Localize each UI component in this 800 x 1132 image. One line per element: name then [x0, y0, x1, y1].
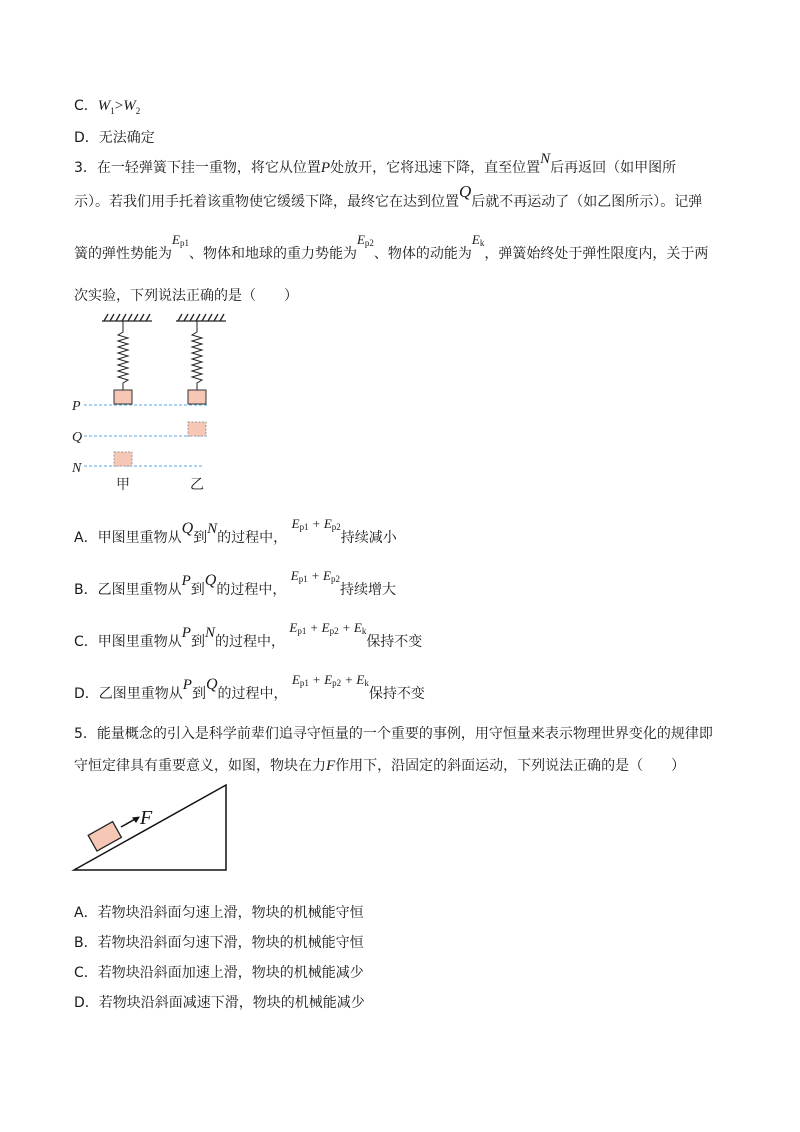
q3-stem-line3: 簧的弹性势能为$E_{p1}$、物体和地球的重力势能为$E_{p2}$、物体的动能为$E_k$，弹簧始终处于弹性限度内，关于两: [74, 232, 709, 262]
incline-figure: [70, 782, 240, 874]
block-left-N: [114, 452, 132, 466]
option-d-prev: D．无法确定: [74, 130, 155, 146]
q5-stem-line1: 5．能量概念的引入是科学前辈们追寻守恒量的一个重要的事例，用守恒量来表示物理世界变化的规律即: [74, 726, 713, 742]
q3-stem-line2: 示）。若我们用手托着该重物使它缓缓下降，最终它在达到位置Q后就不再运动了（如乙图所示）。记弹: [74, 182, 703, 210]
ceiling-left: [102, 314, 152, 321]
q3-option-c[interactable]: C．甲图里重物从P到N的过程中， $E_{p1} + E_{p2} + E_k$保持不变: [74, 620, 423, 650]
q3-option-b[interactable]: B．乙图里重物从P到Q的过程中， $E_{p1} + E_{p2}$持续增大: [74, 568, 396, 598]
ep1-symbol: $E_{p1}$: [172, 232, 189, 248]
ek-symbol: $E_k$: [471, 232, 485, 248]
label-jia: 甲: [116, 477, 130, 493]
label-F: F: [140, 807, 153, 829]
q3-stem-line1: 3．在一轻弹簧下挂一重物，将它从位置P处放开，它将迅速下降，直至位置N后再返回（如甲图所: [74, 151, 677, 176]
label-N: N: [72, 461, 82, 476]
q3-option-a[interactable]: A．甲图里重物从Q到N的过程中， $E_{p1} + E_{p2}$持续减小: [74, 516, 397, 546]
block-right-Q: [188, 422, 206, 436]
spring-figure: [68, 308, 238, 498]
ep2-symbol: $E_{p2}$: [356, 232, 374, 248]
label-yi: 乙: [190, 477, 204, 493]
expr-c: $E_{p1} + E_{p2} + E_k$: [289, 620, 367, 636]
q3-stem-line4: 次实验，下列说法正确的是（ ）: [74, 288, 298, 304]
block-right-P: [188, 390, 206, 404]
q5-option-d[interactable]: D．若物块沿斜面减速下滑，物块的机械能减少: [74, 995, 365, 1011]
label-P: P: [72, 399, 81, 414]
ceiling-right: [176, 314, 226, 321]
q5-option-a[interactable]: A．若物块沿斜面匀速上滑，物块的机械能守恒: [74, 905, 364, 921]
expr-d: $E_{p1} + E_{p2} + E_k$: [291, 672, 369, 688]
spring-left: [118, 321, 128, 390]
expr-a: $E_{p1} + E_{p2}$: [291, 516, 341, 532]
q5-stem-line2: 守恒定律具有重要意义，如图，物块在力F作用下，沿固定的斜面运动，下列说法正确的是（ ）: [74, 758, 686, 774]
option-c-prev: C．$W_1>W_2$: [74, 98, 141, 116]
expr-b: $E_{p1} + E_{p2}$: [290, 568, 340, 584]
label-Q: Q: [72, 430, 83, 445]
q5-option-c[interactable]: C．若物块沿斜面加速上滑，物块的机械能减少: [74, 965, 364, 981]
q3-option-d[interactable]: D．乙图里重物从P到Q的过程中， $E_{p1} + E_{p2} + E_k$保持不变: [74, 672, 425, 702]
q5-option-b[interactable]: B．若物块沿斜面匀速下滑，物块的机械能守恒: [74, 935, 364, 951]
spring-right: [192, 321, 202, 390]
block-left-P: [114, 390, 132, 404]
